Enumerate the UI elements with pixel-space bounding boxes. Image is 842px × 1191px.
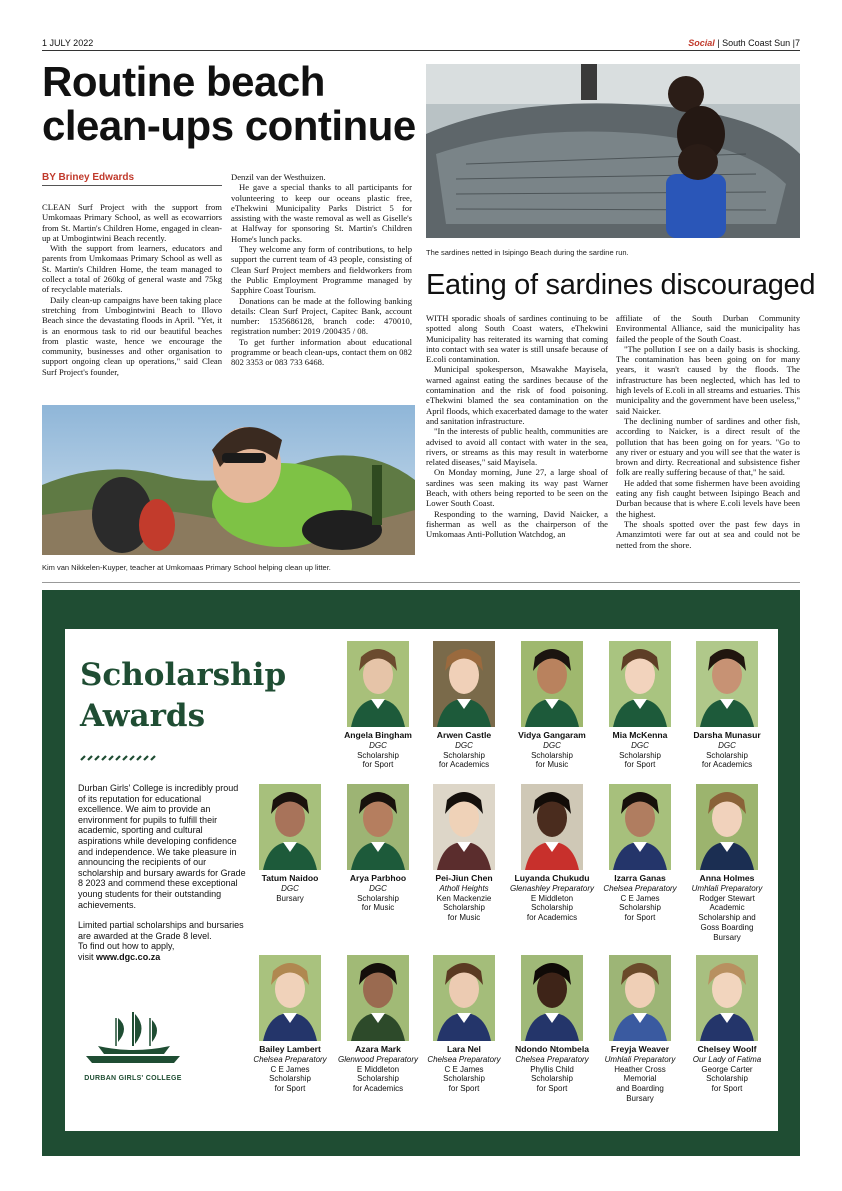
student-card	[419, 641, 509, 770]
student-name: Luyanda Chukudu	[514, 873, 590, 883]
student-school: DGC	[455, 740, 473, 750]
student-photo	[521, 784, 583, 870]
award-line: Memorial	[623, 1074, 657, 1084]
award-line: E Middleton	[356, 1064, 400, 1074]
page-number: 7	[794, 38, 800, 48]
award-line: Scholarship	[443, 903, 485, 913]
student-card	[595, 641, 685, 770]
student-photo	[433, 641, 495, 727]
student-name: Arya Parbhoo	[349, 873, 407, 883]
award-line: Scholarship	[531, 1074, 573, 1084]
award-line: Scholarship	[619, 903, 661, 913]
student-card	[595, 784, 685, 923]
paragraph: The declining number of sardines and other fish, according to Naicker, is a direct result of the pollution that has been going on for years. "Go to any river or estuary and you will see that the water is brown and dirty. Recreational and subsistence fisher folk are really suffering because of that," he said.	[616, 415, 800, 478]
student-school: Glenwood Preparatory	[337, 1054, 419, 1064]
byline-rule	[42, 185, 222, 186]
student-card	[682, 784, 772, 943]
ad-separator	[42, 582, 800, 583]
student-card	[419, 784, 509, 923]
award-line: Scholarship	[706, 750, 748, 760]
student-school: Glenashley Preparatory	[509, 883, 595, 893]
page-header-right: Social | South Coast Sun |7	[688, 38, 800, 48]
student-name: Vidya Gangaram	[518, 730, 586, 740]
student-photo	[609, 641, 671, 727]
award-line: C E James	[620, 893, 660, 903]
award-line: Scholarship	[357, 1074, 399, 1084]
student-name: Anna Holmes	[699, 873, 755, 883]
ad-title-line2: Awards	[80, 698, 206, 734]
student-card	[507, 641, 597, 770]
award-line: and Boarding	[616, 1084, 664, 1094]
student-school: DGC	[543, 740, 561, 750]
award-line: Phyllis Child	[530, 1064, 574, 1074]
award-line: for Sport	[624, 760, 656, 770]
student-card	[419, 955, 509, 1094]
paragraph: Donations can be made at the following banking details: Clean Surf Project, Capitec Bank, account number: 1535686128, branch code: 470010, registration number: 2019 /200435 / 08.	[231, 295, 412, 337]
award-line: for Sport	[362, 760, 394, 770]
award-line: for Music	[447, 913, 481, 923]
student-name: Tatum Naidoo	[261, 873, 319, 883]
student-photo	[521, 641, 583, 727]
student-photo	[696, 641, 758, 727]
paragraph: Municipal spokesperson, Msawakhe Mayisela, warned against eating the sardines because of the contamination and the risk of food poisoning. eThekwini blamed the sea contamination on the April floods, which exacerbated damage to the water and sanitation infrastructure.	[426, 364, 608, 426]
article1-column-2	[231, 172, 412, 368]
issue-date: 1 JULY 2022	[42, 38, 94, 48]
award-line: for Academics	[526, 913, 578, 923]
student-card	[507, 784, 597, 923]
student-name: Izarra Ganas	[614, 873, 666, 883]
award-line: Scholarship	[706, 1074, 748, 1084]
student-card	[682, 955, 772, 1094]
paragraph: WITH sporadic shoals of sardines continuing to be spotted along South Coast waters, eThekwini Municipality has reiterated its warning that coming into contact with sea water is still unsafe because of E.coli contamination.	[426, 313, 608, 365]
award-line: for Sport	[624, 913, 656, 923]
ad-visit	[78, 952, 248, 963]
dgc-logo	[78, 1008, 188, 1082]
award-line: for Sport	[536, 1084, 568, 1094]
student-name: Lara Nel	[447, 1044, 481, 1054]
award-line: Academic	[709, 903, 745, 913]
award-line: Scholarship and	[698, 913, 756, 923]
award-line: Scholarship	[443, 750, 485, 760]
student-photo	[521, 955, 583, 1041]
paragraph: He added that some fishermen have been avoiding eating any fish caught between Isipingo Beach and Durban because that is where E.coli levels have been the highest.	[616, 477, 800, 519]
cleanup-photo	[42, 405, 415, 555]
award-line: C E James	[444, 1064, 484, 1074]
student-school: DGC	[631, 740, 649, 750]
student-card	[507, 955, 597, 1094]
paragraph: The shoals spotted over the past few days in Amanzimtoti were far out at sea and could not be netted from the shore.	[616, 518, 800, 550]
student-photo	[696, 784, 758, 870]
award-line: Bursary	[626, 1093, 654, 1103]
award-line: Ken Mackenzie	[436, 893, 492, 903]
student-card	[682, 641, 772, 770]
award-line: Scholarship	[531, 903, 573, 913]
award-line: for Academics	[438, 760, 490, 770]
award-line: Scholarship	[443, 1074, 485, 1084]
paragraph: Denzil van der Westhuizen.	[231, 172, 326, 182]
student-school: DGC	[281, 883, 299, 893]
ad-intro-text: Durban Girls' College is incredibly proud of its reputation for educational excellence. We aim to provide an environment for pupils to fulfill their academic, sporting and cultural aspirations while developing confidence and independence. We take pleasure in announcing the recipients of our scholarship and bursary awards for Grade 8 2023 and commend these exceptional young students for their outstanding achievements.	[78, 783, 246, 910]
student-photo	[609, 955, 671, 1041]
award-line: Scholarship	[357, 893, 399, 903]
paragraph: He gave a special thanks to all participants for volunteering to keep our oceans plastic free, eThekwini Municipality Parks District 5 for assisting with the waste removal as well as Giselle's at Halfway for sponsoring St. Martin's Children Home's lunch packs.	[231, 182, 412, 244]
article2-column-1	[426, 313, 608, 540]
ad-intro	[78, 783, 248, 963]
student-photo	[347, 641, 409, 727]
article1-column-1	[42, 202, 222, 377]
paragraph: To get further information about educational programme or beach clean-ups, contact them on 082 802 3353 or 083 733 6468.	[231, 336, 412, 368]
ad-url-link[interactable]: www.dgc.co.za	[96, 951, 161, 962]
student-school: Our Lady of Fatima	[692, 1054, 762, 1064]
award-line: for Sport	[274, 1084, 306, 1094]
paragraph: On Monday morning, June 27, a large shoal of sardines was seen making its way past Warner Beach, with others being reported to be seen on the Lower South Coast.	[426, 467, 608, 509]
student-card	[245, 955, 335, 1094]
article2-column-2	[616, 313, 800, 550]
logo-text: DURBAN GIRLS' COLLEGE	[84, 1075, 182, 1082]
student-card	[333, 955, 423, 1094]
student-card	[245, 784, 335, 903]
publication-name: South Coast Sun	[722, 38, 791, 48]
student-card	[595, 955, 685, 1104]
cleanup-photo-caption: Kim van Nikkelen-Kuyper, teacher at Umkomaas Primary School helping clean up litter.	[42, 563, 331, 572]
ad-note-apply: To find out how to apply,	[78, 941, 175, 952]
student-photo	[259, 955, 321, 1041]
award-line: Scholarship	[619, 750, 661, 760]
student-name: Pei-Jiun Chen	[435, 873, 493, 883]
article2-headline: Eating of sardines discouraged	[426, 269, 816, 301]
header-divider	[42, 50, 800, 51]
student-photo	[696, 955, 758, 1041]
article1-headline: Routine beach clean-ups continue	[42, 58, 416, 149]
award-line: George Carter	[701, 1064, 753, 1074]
student-name: Ndondo Ntombela	[515, 1044, 589, 1054]
student-name: Arwen Castle	[436, 730, 492, 740]
award-line: E Middleton	[530, 893, 574, 903]
award-line: Heather Cross	[614, 1064, 666, 1074]
student-school: Umhlali Preparatory	[691, 883, 763, 893]
student-photo	[433, 955, 495, 1041]
student-photo	[347, 784, 409, 870]
award-line: Rodger Stewart	[699, 893, 755, 903]
student-name: Freyja Weaver	[610, 1044, 670, 1054]
student-card	[333, 784, 423, 913]
award-line: for Sport	[448, 1084, 480, 1094]
paragraph: With the support from learners, educators and parents from Umkomaas Primary School as well as St. Martin's Children Home, the team managed to collect a total of 260kg of general waste and 75kg of recyclable materials.	[42, 243, 222, 295]
award-line: for Academics	[352, 1084, 404, 1094]
student-school: Chelsea Preparatory	[603, 883, 677, 893]
ad-title	[80, 655, 286, 737]
student-school: Chelsea Preparatory	[515, 1054, 589, 1064]
award-line: Bursary	[713, 932, 741, 942]
article1-byline: BY Briney Edwards	[42, 172, 135, 183]
student-school: Atholl Heights	[439, 883, 489, 893]
student-school: Chelsea Preparatory	[427, 1054, 501, 1064]
ad-note: Limited partial scholarships and bursaries are awarded at the Grade 8 level.	[78, 920, 244, 941]
award-line: for Sport	[711, 1084, 743, 1094]
paragraph: "In the interests of public health, communities are advised to avoid all contact with water in the sea, rivers, or streams as this may result in waterborne related diseases," said Mayisela.	[426, 426, 608, 468]
student-school: DGC	[369, 883, 387, 893]
student-name: Azara Mark	[355, 1044, 401, 1054]
student-photo	[433, 784, 495, 870]
student-school: DGC	[718, 740, 736, 750]
student-school: Chelsea Preparatory	[253, 1054, 327, 1064]
sardine-photo-caption: The sardines netted in Isipingo Beach during the sardine run.	[426, 248, 629, 257]
student-name: Chelsey Woolf	[697, 1044, 757, 1054]
student-photo	[609, 784, 671, 870]
student-photo	[347, 955, 409, 1041]
ad-title-line1: Scholarship	[80, 657, 287, 693]
award-line: Scholarship	[357, 750, 399, 760]
ad-visit-prefix: visit	[78, 951, 94, 962]
paragraph: Responding to the warning, David Naicker, a fisherman as well as the chairperson of the Umkomaas Anti-Pollution Watchdog, an	[426, 508, 608, 540]
award-line: for Music	[535, 760, 569, 770]
student-school: DGC	[369, 740, 387, 750]
paragraph: CLEAN Surf Project with the support from Umkomaas Primary School, as well as ecowarriors from St. Martin's Children Home, engaged in clean-up at Umbogintwini Beach recently.	[42, 202, 222, 243]
paragraph: "The pollution I see on a daily basis is shocking. The contamination has been going on for many years, it wasn't caused by the floods. The infrastructure has been neglected, which has led to high levels of E.coli in all streams and estuaries. This municipality and the government have been useless," said Naicker.	[616, 343, 800, 416]
sardine-photo	[426, 64, 800, 238]
award-line: C E James	[270, 1064, 310, 1074]
paragraph: Daily clean-up campaigns have been taking place stretching from Umbogintwini Beach to Illovo Beach since the devastating floods in April. "Yet, it is an enormous task to rid our beautiful beaches from plastic waste, hence we encourage the community, businesses and other organisation to support ongoing clean up operations," said Clean Surf Project's founder,	[42, 294, 222, 377]
decorative-dashes	[80, 755, 160, 761]
student-name: Bailey Lambert	[259, 1044, 321, 1054]
student-school: Umhlali Preparatory	[604, 1054, 676, 1064]
student-photo	[259, 784, 321, 870]
award-line: Bursary	[276, 893, 304, 903]
award-line: Scholarship	[269, 1074, 311, 1084]
student-name: Angela Bingham	[344, 730, 412, 740]
award-line: for Music	[361, 903, 395, 913]
student-card	[333, 641, 423, 770]
section-label: Social	[688, 38, 715, 48]
paragraph: affiliate of the South Durban Community Environmental Alliance, said the municipality has failed the people of the South Coast.	[616, 313, 800, 344]
paragraph: They welcome any form of contributions, to help support the current team of 43 people, consisting of Clean Surf Project members and fieldworkers from the Public Employment Programme managed by Sapphire Coast Tourism.	[231, 244, 412, 296]
student-name: Mia McKenna	[612, 730, 668, 740]
student-name: Darsha Munasur	[693, 730, 761, 740]
award-line: Goss Boarding	[700, 922, 754, 932]
award-line: for Academics	[701, 760, 753, 770]
award-line: Scholarship	[531, 750, 573, 760]
